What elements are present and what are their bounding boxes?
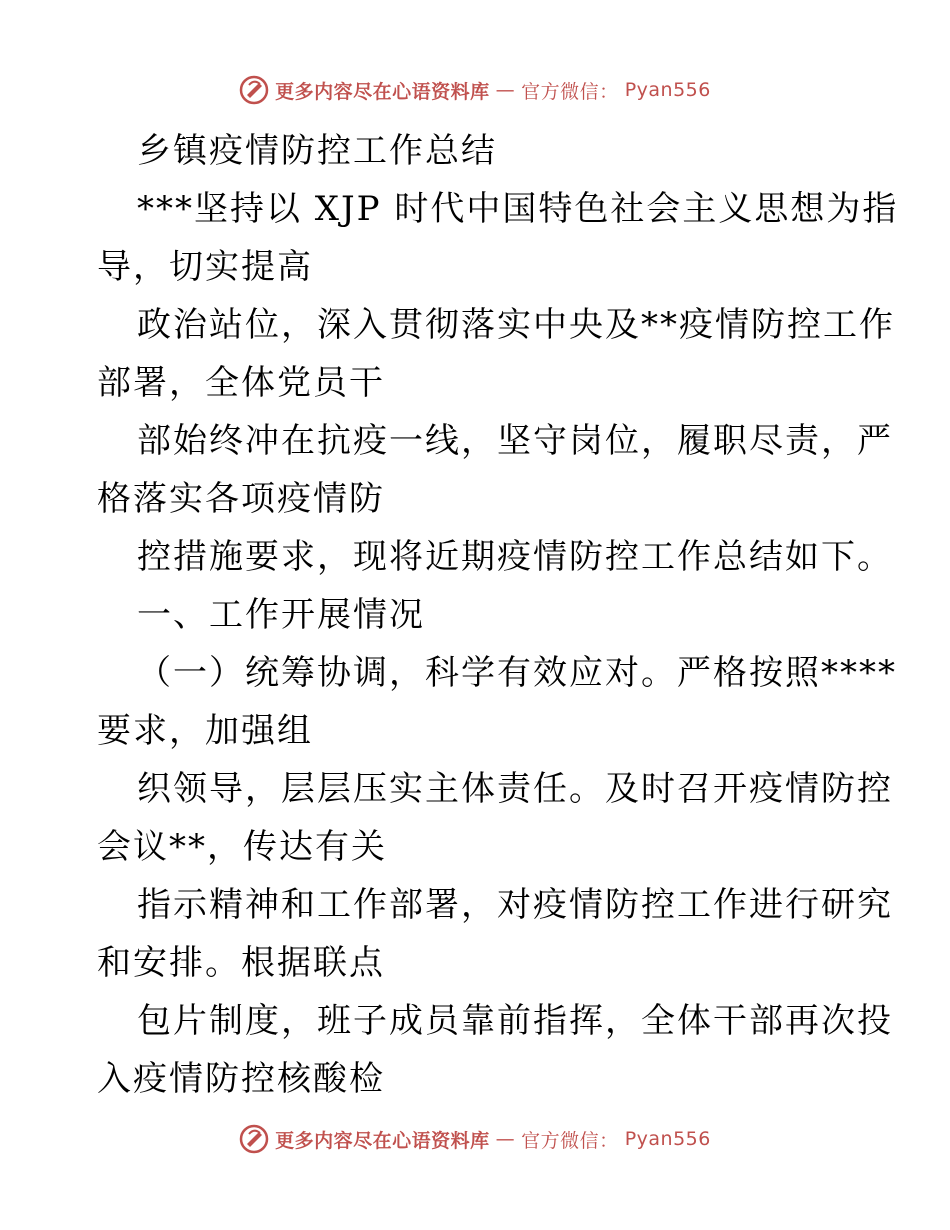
watermark-wechat-label: 官方微信：: [521, 1129, 619, 1152]
text-line: 会议**，传达有关: [97, 827, 387, 867]
text-line: 格落实各项疫情防: [97, 479, 385, 519]
text-line: 包片制度，班子成员靠前指挥，全体干部再次投: [137, 1001, 893, 1041]
text-line: 和安排。根据联点: [97, 943, 385, 983]
text-line: 乡镇疫情防控工作总结: [137, 131, 497, 171]
watermark-dash: —: [495, 1128, 516, 1150]
text-line: 指示精神和工作部署，对疫情防控工作进行研究: [137, 885, 893, 925]
text-line: 一、工作开展情况: [137, 595, 425, 635]
document-body: [97, 122, 899, 1108]
text-line: 入疫情防控核酸检: [97, 1059, 385, 1099]
header-watermark: [0, 70, 950, 110]
text-line: 要求，加强组: [97, 711, 313, 751]
text-line: 导，切实提高: [97, 247, 313, 287]
watermark-wechat-id: Pyan556: [624, 79, 711, 101]
text-line: 部始终冲在抗疫一线，坚守岗位，履职尽责，严: [137, 421, 893, 461]
footer-watermark: [0, 1119, 950, 1159]
text-line: 控措施要求，现将近期疫情防控工作总结如下。: [137, 537, 893, 577]
watermark-wechat-id: Pyan556: [624, 1128, 711, 1150]
watermark-main-text: 更多内容尽在心语资料库: [275, 1129, 490, 1152]
text-line: ***坚持以 XJP 时代中国特色社会主义思想为指: [137, 189, 899, 229]
text-line: 部署，全体党员干: [97, 363, 385, 403]
text-line: 织领导，层层压实主体责任。及时召开疫情防控: [137, 769, 893, 809]
text-line: 政治站位，深入贯彻落实中央及**疫情防控工作: [137, 305, 895, 345]
watermark-wechat-label: 官方微信：: [521, 80, 619, 103]
watermark-dash: —: [495, 79, 516, 101]
brand-logo-icon: [239, 75, 269, 105]
watermark-main-text: 更多内容尽在心语资料库: [275, 80, 490, 103]
text-line: （一）统筹协调，科学有效应对。严格按照****: [137, 653, 897, 693]
brand-logo-icon: [239, 1124, 269, 1154]
